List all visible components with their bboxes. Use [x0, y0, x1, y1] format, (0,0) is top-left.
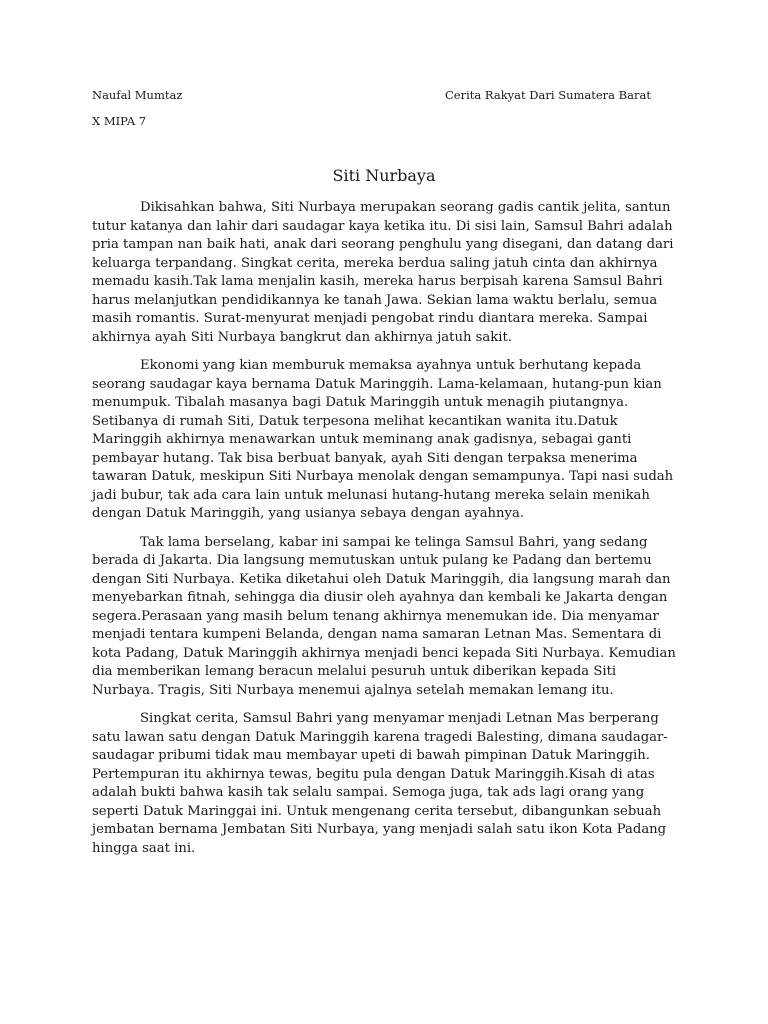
class-label: X MIPA 7: [92, 114, 147, 128]
author-name: Naufal Mumtaz: [92, 88, 183, 102]
paragraph: Tak lama berselang, kabar ini sampai ke telinga Samsul Bahri, yang sedang berada di Jakarta. Dia langsung memutuskan untuk pulang ke Padang dan bertemu dengan Siti Nurbaya. Ketika diketahui oleh Datuk Maringgih, dia langsung marah dan menyebarkan fitnah, sehingga dia diusir oleh ayahnya dan kembali ke Jakarta dengan segera.Perasaan yang masih belum tenang akhirnya menemukan ide. Dia menyamar menjadi tentara kumpeni Belanda, dengan nama samaran Letnan Mas. Sementara di kota Padang, Datuk Maringgih akhirnya menjadi benci kepada Siti Nurbaya. Kemudian dia memberikan lemang beracun melalui pesuruh untuk diberikan kepada Siti Nurbaya. Tragis, Siti Nurbaya menemui ajalnya setelah memakan lemang itu.: [92, 534, 676, 698]
paragraph: Ekonomi yang kian memburuk memaksa ayahnya untuk berhutang kepada seorang saudagar kaya bernama Datuk Maringgih. Lama-kelamaan, hutang-pun kian menumpuk. Tibalah masanya bagi Datuk Maringgih untuk menagih piutangnya. Setibanya di rumah Siti, Datuk terpesona melihat kecantikan wanita itu.Datuk Maringgih akhirnya menawarkan untuk meminang anak gadisnya, sebagai ganti pembayar hutang. Tak bisa berbuat banyak, ayah Siti dengan terpaksa menerima tawaran Datuk, meskipun Siti Nurbaya menolak dengan semampunya. Tapi nasi sudah jadi bubur, tak ada cara lain untuk melunasi hutang-hutang mereka selain menikah dengan Datuk Maringgih, yang usianya sebaya dengan ayahnya.: [92, 358, 674, 521]
document-body: [92, 199, 676, 868]
header-left-block: [92, 88, 182, 128]
subject-label: Cerita Rakyat Dari Sumatera Barat: [445, 88, 651, 102]
paragraph: Singkat cerita, Samsul Bahri yang menyamar menjadi Letnan Mas berperang satu lawan satu dengan Datuk Maringgih karena tragedi Balesting, dimana saudagar-saudagar pribumi tidak mau membayar upeti di bawah pimpinan Datuk Maringgih. Pertempuran itu akhirnya tewas, begitu pula dengan Datuk Maringgih.Kisah di atas adalah bukti bahwa kasih tak selalu sampai. Semoga juga, tak ads lagi orang yang seperti Datuk Maringgai ini. Untuk mengenang cerita tersebut, dibangunkan sebuah jembatan bernama Jembatan Siti Nurbaya, yang menjadi salah satu ikon Kota Padang hingga saat ini.: [92, 711, 668, 856]
paragraph: Dikisahkan bahwa, Siti Nurbaya merupakan seorang gadis cantik jelita, santun tutur katanya dan lahir dari saudagar kaya ketika itu. Di sisi lain, Samsul Bahri adalah pria tampan nan baik hati, anak dari seorang penghulu yang disegani, dan datang dari keluarga terpandang. Singkat cerita, mereka berdua saling jatuh cinta dan akhirnya memadu kasih.Tak lama menjalin kasih, mereka harus berpisah karena Samsul Bahri harus melanjutkan pendidikannya ke tanah Jawa. Sekian lama waktu berlalu, semua masih romantis. Surat-menyurat menjadi pengobat rindu diantara mereka. Sampai akhirnya ayah Siti Nurbaya bangkrut dan akhirnya jatuh sakit.: [92, 200, 674, 345]
document-title: Siti Nurbaya: [332, 166, 436, 185]
